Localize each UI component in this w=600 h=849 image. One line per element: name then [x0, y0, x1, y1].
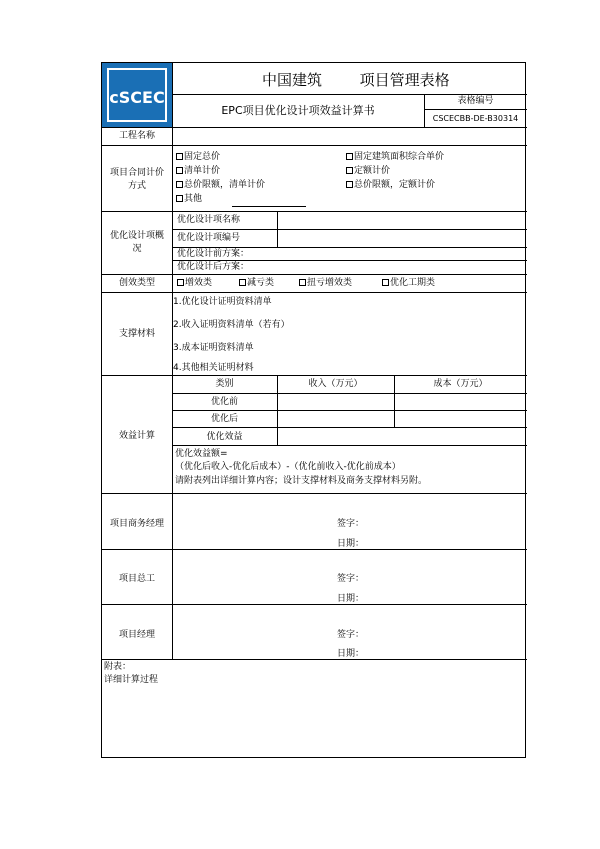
signoff-role-1: 项目商务经理	[109, 519, 164, 529]
calc-row-benefit: 优化效益	[206, 432, 243, 442]
overview-name: 优化设计项名称	[177, 215, 241, 225]
option-increase[interactable]: 增效类	[177, 278, 212, 289]
signoff-date-1: 日期：	[337, 539, 365, 549]
checkbox-icon	[176, 153, 183, 160]
pricing-label: 项目合同计价方式	[110, 168, 165, 191]
checkbox-icon	[239, 279, 246, 286]
overview-after: 优化设计后方案：	[177, 262, 250, 272]
calc-row-before: 优化前	[210, 397, 238, 407]
checkbox-icon	[177, 279, 184, 286]
option-other[interactable]: 其他	[176, 194, 202, 205]
overview-before: 优化设计前方案：	[177, 249, 250, 259]
formula-title: 优化效益额=	[175, 449, 228, 459]
calc-header-cost: 成本（万元）	[433, 379, 488, 389]
checkbox-icon	[346, 167, 353, 174]
formula: （优化后收入-优化后成本）-（优化前收入-优化前成本）	[175, 462, 401, 472]
calc-header-income: 收入（万元）	[308, 379, 363, 389]
form-no-label: 表格编号	[457, 96, 494, 106]
calc-row-after: 优化后	[210, 414, 238, 424]
option-quota[interactable]: 定额计价	[346, 166, 390, 177]
signoff-role-3: 项目经理	[118, 630, 155, 640]
support-item-3: 3.成本证明资料清单	[173, 343, 254, 353]
appendix-title: 附表：	[104, 662, 132, 672]
option-limit-bill[interactable]: 总价限额，清单计价	[176, 180, 265, 191]
signoff-sign-2: 签字：	[337, 574, 365, 584]
company-name: 中国建筑	[262, 71, 323, 89]
option-limit-quota[interactable]: 总价限额，定额计价	[346, 180, 435, 191]
option-bill[interactable]: 清单计价	[176, 166, 220, 177]
form-no: CSCECBB-DE-B30314	[432, 114, 519, 123]
support-label: 支撑材料	[118, 329, 155, 339]
form-type: 项目管理表格	[359, 71, 450, 89]
overview-label: 优化设计项概况	[109, 231, 164, 254]
signoff-sign-3: 签字：	[337, 630, 365, 640]
calc-label: 效益计算	[118, 431, 155, 441]
support-item-4: 4.其他相关证明材料	[173, 363, 254, 373]
signoff-sign-1: 签字：	[337, 519, 365, 529]
form-frame	[101, 62, 526, 758]
logo-text: cSCEC	[109, 88, 165, 107]
option-fixed-total[interactable]: 固定总价	[176, 152, 220, 163]
option-reduce-loss[interactable]: 减亏类	[239, 278, 274, 289]
cscec-logo	[102, 63, 172, 127]
checkbox-icon	[382, 279, 389, 286]
checkbox-icon	[299, 279, 306, 286]
other-underline	[232, 206, 306, 207]
support-item-2: 2.收入证明资料清单（若有）	[173, 320, 290, 330]
checkbox-icon	[346, 181, 353, 188]
cscec-logo-icon	[102, 63, 172, 127]
option-turnaround[interactable]: 扭亏增效类	[299, 278, 352, 289]
calc-header-category: 类别	[215, 379, 234, 389]
signoff-date-2: 日期：	[337, 594, 365, 604]
form-title: EPC项目优化设计项效益计算书	[221, 104, 375, 117]
calc-note: 请附表列出详细计算内容；设计支撑材料及商务支撑材料另附。	[175, 476, 428, 486]
overview-code: 优化设计项编号	[177, 233, 241, 243]
checkbox-icon	[346, 153, 353, 160]
checkbox-icon	[176, 195, 183, 202]
checkbox-icon	[176, 167, 183, 174]
option-fixed-area[interactable]: 固定建筑面积综合单价	[346, 152, 444, 163]
option-schedule[interactable]: 优化工期类	[382, 278, 435, 289]
benefit-type-label: 创效类型	[118, 278, 155, 288]
appendix-content: 详细计算过程	[104, 675, 159, 685]
checkbox-icon	[176, 181, 183, 188]
support-item-1: 1.优化设计证明资料清单	[173, 297, 272, 307]
signoff-role-2: 项目总工	[118, 574, 155, 584]
signoff-date-3: 日期：	[337, 649, 365, 659]
project-name-label: 工程名称	[118, 131, 155, 141]
